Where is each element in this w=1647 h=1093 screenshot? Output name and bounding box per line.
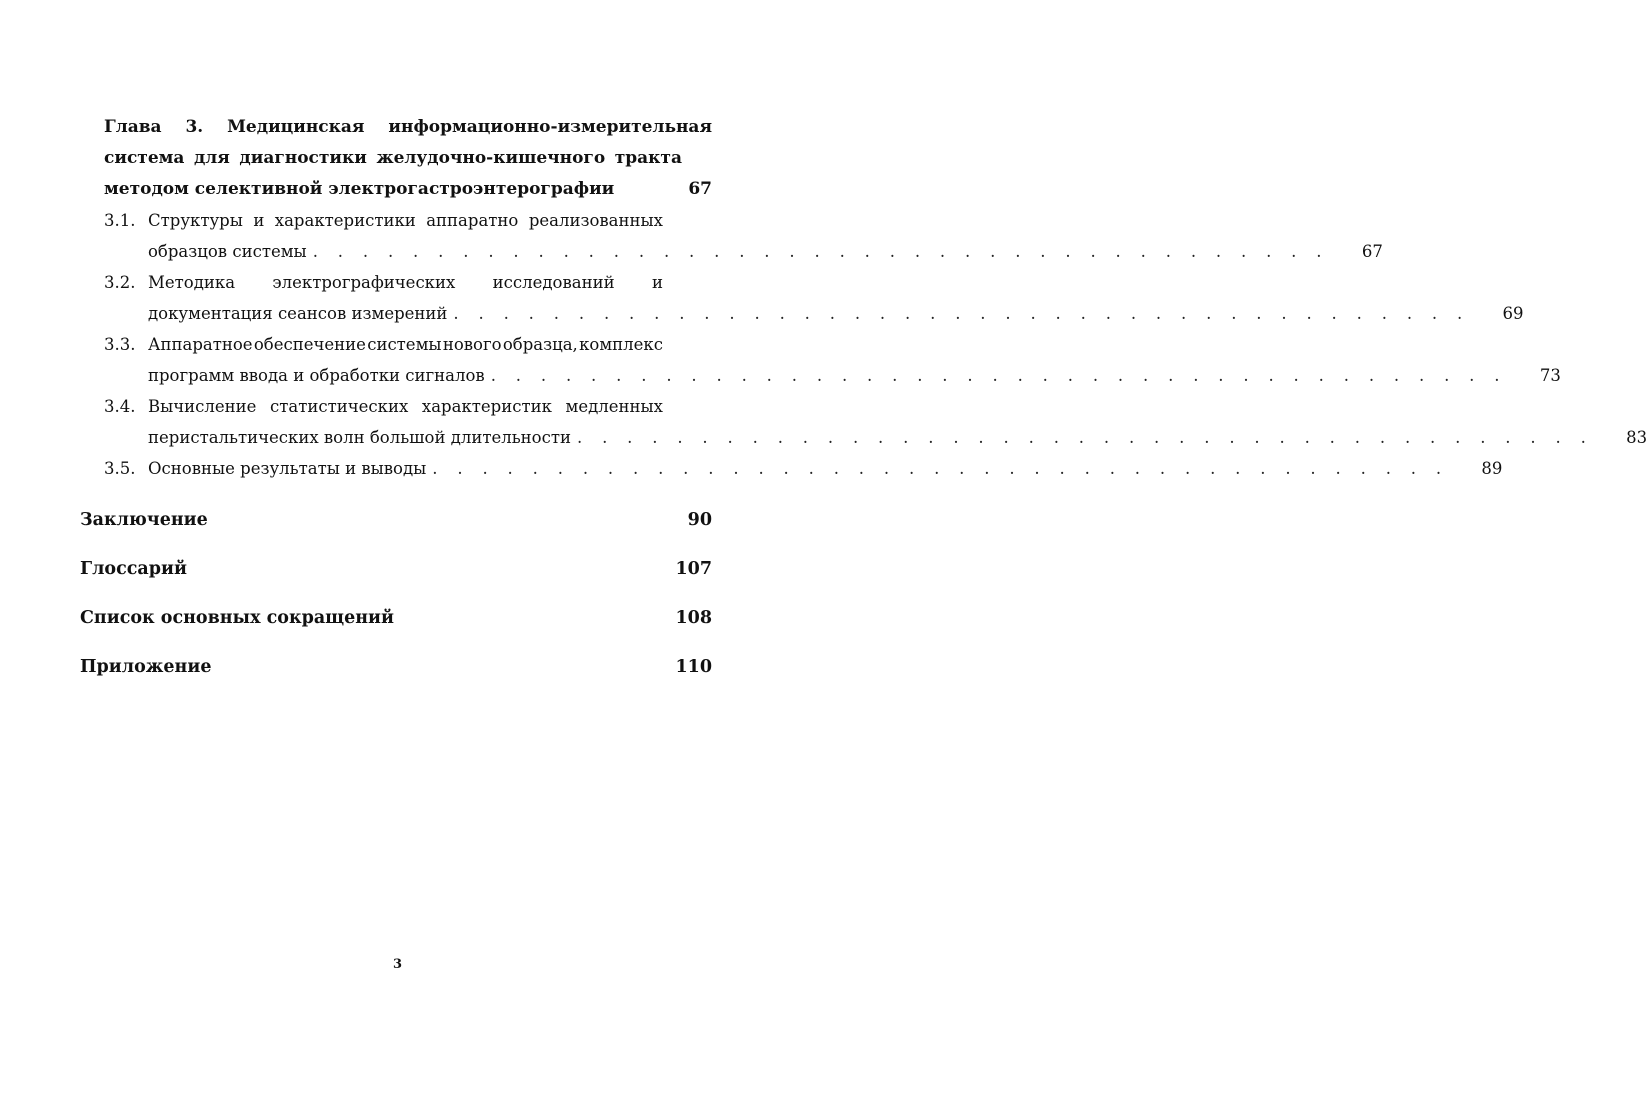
word: тракта [614,148,682,168]
word: диагностики [239,148,367,168]
word: образца, [502,335,578,354]
entry-page-number: 110 [675,657,712,677]
section-title-line-2: программ ввода и обработки сигналов [148,366,485,385]
toc-entry-abbreviations[interactable] [80,608,712,628]
entry-title: Приложение [80,657,212,677]
entry-page-number: 108 [675,608,712,628]
section-title-line-2: перистальтических волн большой длительности [148,428,571,447]
section-page-number: 89 [1481,459,1503,478]
section-number: 3.3. [104,335,136,354]
toc-section-3-2[interactable] [104,267,1524,329]
word: Структуры [148,211,243,230]
section-number: 3.1. [104,211,136,230]
dot-leader: . . . . . . . . . . . . . . . . . . . . . . . . . . . . . . . . . . . . . . . . . [312,242,1329,261]
toc-sections [104,205,1647,484]
word: характеристики [274,211,416,230]
toc-section-3-1[interactable] [104,205,1383,267]
chapter-title-line-1 [104,112,712,143]
word: статистических [270,397,409,416]
word: медленных [565,397,663,416]
toc-section-3-5[interactable] [104,453,1503,484]
word: Глава [104,117,162,137]
word: комплекс [579,335,663,354]
dot-leader: . . . . . . . . . . . . . . . . . . . . . . . . . . . . . . . . . . . . . . . . . [432,459,1449,478]
toc-section-3-4[interactable] [104,391,1647,453]
entry-page-number: 90 [687,510,712,530]
entry-title: Заключение [80,510,208,530]
word: реализованных [528,211,663,230]
entry-page-number: 107 [675,559,712,579]
entry-title: Глоссарий [80,559,187,579]
word: аппаратно [426,211,519,230]
word: для [193,148,230,168]
entry-title: Список основных сокращений [80,608,395,628]
section-title: Основные результаты и выводы [148,459,427,478]
word: Аппаратное [148,335,253,354]
dot-leader: . . . . . . . . . . . . . . . . . . . . . . . . . . . . . . . . . . . . . . . . . [453,304,1470,323]
toc-chapter-3[interactable] [104,112,712,205]
toc-section-3-3[interactable] [104,329,1561,391]
toc-entry-appendix[interactable] [80,657,712,677]
word: обеспечение [253,335,366,354]
word: и [651,273,663,292]
word: Медицинская [227,117,365,137]
section-number: 3.4. [104,397,136,416]
dot-leader: . . . . . . . . . . . . . . . . . . . . . . . . . . . . . . . . . . . . . . . . . [490,366,1507,385]
section-title-line-1 [148,205,663,236]
word: система [104,148,185,168]
word: Вычисление [148,397,257,416]
chapter-title-text: методом селективной электрогастроэнтерографии [104,179,615,199]
word: системы [367,335,442,354]
section-number: 3.2. [104,273,136,292]
word: исследований [492,273,615,292]
word: 3. [185,117,204,137]
chapter-title-line-3 [104,174,712,205]
section-title-line-2: документация сеансов измерений [148,304,448,323]
word: нового [442,335,502,354]
page-number-footer: 3 [392,957,403,972]
chapter-page-number: 67 [688,179,712,199]
section-page-number: 69 [1502,304,1524,323]
word: желудочно-кишечного [376,148,606,168]
section-title-line-2: образцов системы [148,242,307,261]
word: информационно-измерительная [388,117,712,137]
chapter-title-line-2 [104,143,682,174]
section-page-number: 83 [1626,428,1647,447]
toc-entry-glossary[interactable] [80,559,712,579]
section-title-line-1 [148,391,663,422]
section-title-line-1 [148,329,663,360]
word: электрографических [272,273,456,292]
dot-leader: . . . . . . . . . . . . . . . . . . . . . . . . . . . . . . . . . . . . . . . . . [576,428,1594,447]
section-page-number: 73 [1539,366,1561,385]
word: и [253,211,265,230]
section-title-line-1 [148,267,663,298]
section-number: 3.5. [104,459,136,478]
word: характеристик [421,397,552,416]
word: Методика [148,273,236,292]
section-page-number: 67 [1361,242,1383,261]
toc-entry-conclusion[interactable] [80,510,712,530]
